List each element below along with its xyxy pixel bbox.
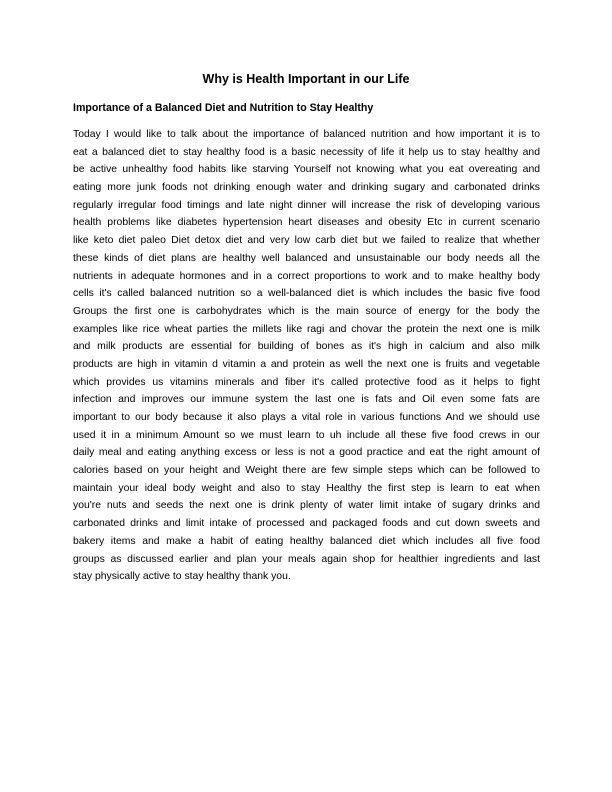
paragraph-line: maintain your ideal body weight and also to stay Healthy the first step is learn to eat when <box>73 482 540 494</box>
paragraph-line: nutrients in adequate hormones and in a correct proportions to work and to make healthy body <box>73 270 540 282</box>
document-subtitle: Importance of a Balanced Diet and Nutrition to Stay Healthy <box>73 102 374 114</box>
paragraph-line: regularly irregular food timings and late night dinner will increase the risk of developing various <box>73 199 540 211</box>
paragraph-line: used it in a minimum Amount so we must learn to uh include all these five food crews in our <box>73 429 540 441</box>
paragraph-line: groups as discussed earlier and plan your meals again shop for healthier ingredients and last <box>73 553 540 565</box>
paragraph-line: carbonated drinks and limit intake of processed and packaged foods and cut down sweets and <box>73 518 540 530</box>
paragraph-line: like keto diet paleo Diet detox diet and very low carb diet but we failed to realize that whether <box>73 235 540 247</box>
paragraph-line: Today I would like to talk about the importance of balanced nutrition and how important it is to <box>73 129 540 140</box>
paragraph-line: daily meal and eating anything excess or less is not a good practice and eat the right amount of <box>73 447 540 459</box>
paragraph-line: these kinds of diet plans are healthy well balanced and unsustainable our body needs all the <box>73 252 540 264</box>
document-title: Why is Health Important in our Life <box>202 72 410 86</box>
body-paragraph <box>73 126 540 586</box>
paragraph-line: infection and improves our immune system the last one is fats and Oil even some fats are <box>73 394 540 406</box>
paragraph-line: be active unhealthy food habits like starving Yourself not knowing what you eat overeating and <box>73 164 540 176</box>
paragraph-line: and milk products are essential for building of bones as it's high in calcium and also milk <box>73 341 540 353</box>
paragraph-line: cells it's called balanced nutrition so a well-balanced diet is which includes the basic five food <box>73 288 540 300</box>
paragraph-line: important to our body because it also plays a vital role in various functions And we should use <box>73 412 540 423</box>
paragraph-line: examples like rice wheat parties the millets like ragi and chovar the protein the next one is milk <box>73 323 540 335</box>
paragraph-line: eating more junk foods not drinking enough water and drinking sugary and carbonated drinks <box>73 182 540 194</box>
paragraph-line: eat a balanced diet to stay healthy food is a basic necessity of life it help us to stay healthy and <box>73 146 540 158</box>
paragraph-line: products are high in vitamin d vitamin a and protein as well the next one is fruits and vegetable <box>73 358 540 370</box>
paragraph-line: which provides us vitamins minerals and fiber it's called protective food as it helps to fight <box>73 376 540 388</box>
paragraph-line: Groups the first one is carbohydrates which is the main source of energy for the body the <box>73 305 540 317</box>
paragraph-line: calories based on your height and Weight there are few simple steps which can be followed to <box>73 465 540 477</box>
paragraph-line: you're nuts and seeds the next one is drink plenty of water limit intake of sugary drinks and <box>73 500 540 512</box>
paragraph-line: bakery items and make a habit of eating healthy balanced diet which includes all five food <box>73 535 540 547</box>
paragraph-line: health problems like diabetes hypertension heart diseases and obesity Etc in current scenario <box>73 217 540 229</box>
paragraph-line: stay physically active to stay healthy thank you. <box>73 571 291 583</box>
